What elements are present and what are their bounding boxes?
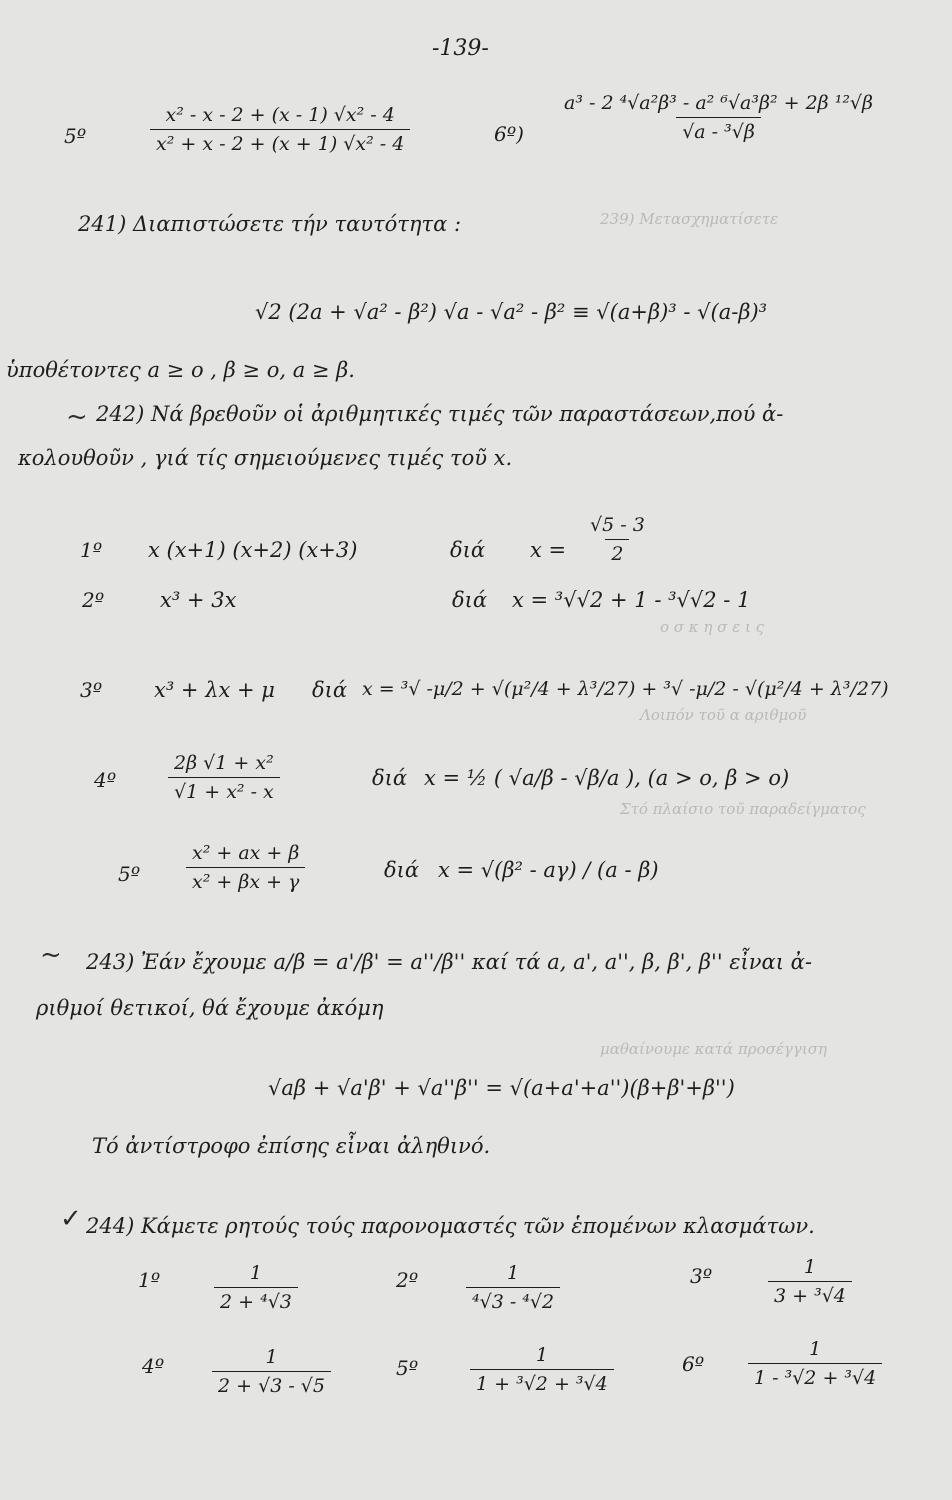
denominator: ⁴√3 - ⁴√2	[466, 1287, 560, 1313]
denominator: x² + x - 2 + (x + 1) √x² - 4	[150, 129, 410, 155]
item-label: 1º	[138, 1268, 161, 1292]
numerator: 1	[265, 1346, 278, 1368]
numerator: 1	[803, 1256, 816, 1278]
dia-word: διά	[452, 588, 488, 612]
denominator: √a - ³√β	[676, 117, 761, 143]
problem-242-line2: κολουθοῦν , γιά τίς σημειούμενες τιμές τοῦ x.	[18, 446, 513, 470]
numerator: x² - x - 2 + (x - 1) √x² - 4	[165, 104, 395, 126]
bleed-through-text: Στό πλαίσιο τοῦ παραδείγματος	[620, 800, 866, 818]
numerator: 1	[249, 1262, 262, 1284]
x-value: x = ³√√2 + 1 - ³√√2 - 1	[512, 588, 751, 612]
fraction	[186, 842, 305, 893]
numerator: 1	[809, 1338, 822, 1360]
item-label: 5º	[396, 1356, 419, 1380]
x-value: x = ½ ( √a/β - √β/a ), (a > o, β > o)	[424, 766, 790, 790]
item-label: 4º	[142, 1354, 165, 1378]
item-label: 5º	[118, 862, 141, 886]
item-label: 3º	[80, 678, 103, 702]
numerator: 2β √1 + x²	[174, 752, 274, 774]
dia-word: διά	[384, 858, 420, 882]
bleed-through-text: μαθαίνουμε κατά προσέγγιση	[600, 1040, 827, 1058]
denominator: 2	[605, 539, 629, 565]
fraction	[168, 752, 280, 803]
condition-line: ὑποθέτοντες a ≥ o , β ≥ o, a ≥ β.	[6, 358, 355, 382]
problem-243-line2: ριθμοί θετικοί, θά ἔχουμε ἀκόμη	[36, 996, 384, 1020]
converse-statement: Τό ἀντίστροφο ἐπίσης εἶναι ἀληθινό.	[92, 1134, 491, 1158]
numerator: 1	[535, 1344, 548, 1366]
denominator: 3 + ³√4	[768, 1281, 852, 1307]
numerator: a³ - 2 ⁴√a²β³ - a² ⁶√a³β² + 2β ¹²√β	[564, 92, 874, 114]
bleed-through-text: Λοιπόν τοῦ α αριθμοῦ	[640, 706, 807, 724]
check-mark-icon: ✓	[60, 1204, 82, 1234]
item-label: 2º	[396, 1268, 419, 1292]
denominator: 2 + √3 - √5	[212, 1371, 331, 1397]
x-prefix: x =	[530, 538, 567, 562]
fraction	[470, 1344, 614, 1395]
exercise-label: 6º)	[494, 122, 524, 146]
problem-244-heading: 244) Κάμετε ρητούς τούς παρονομαστές τῶν ἑπομένων κλασμάτων.	[86, 1214, 815, 1238]
fraction	[558, 92, 879, 143]
numerator: x² + ax + β	[192, 842, 300, 864]
fraction	[768, 1256, 852, 1307]
item-expression: x (x+1) (x+2) (x+3)	[148, 538, 358, 562]
item-label: 4º	[94, 768, 117, 792]
item-label: 3º	[690, 1264, 713, 1288]
denominator: √1 + x² - x	[168, 777, 280, 803]
denominator: 1 + ³√2 + ³√4	[470, 1369, 614, 1395]
problem-242-line1: 242) Νά βρεθοῦν οἱ ἀριθμητικές τιμές τῶν παραστάσεων,πού ἀ-	[96, 402, 784, 426]
item-label: 2º	[82, 588, 105, 612]
x-value: x = ³√ -μ/2 + √(μ²/4 + λ³/27) + ³√ -μ/2 - √(μ²/4 + λ³/27)	[362, 678, 889, 700]
problem-241-heading: 241) Διαπιστώσετε τήν ταυτότητα :	[78, 212, 462, 236]
fraction	[748, 1338, 882, 1389]
identity-equation: √2 (2a + √a² - β²) √a - √a² - β² ≡ √(a+β)³ - √(a-β)³	[255, 300, 768, 324]
numerator: 1	[507, 1262, 520, 1284]
dia-word: διά	[312, 678, 348, 702]
fraction	[466, 1262, 560, 1313]
dia-word: διά	[372, 766, 408, 790]
bleed-through-text: 239) Μετασχηματίσετε	[600, 210, 779, 228]
equation-243: √aβ + √a'β' + √a''β'' = √(a+a'+a'')(β+β'+β'')	[268, 1076, 735, 1100]
denominator: 1 - ³√2 + ³√4	[748, 1363, 882, 1389]
bleed-through-text: ο σ κ η σ ε ι ς	[660, 618, 765, 636]
fraction	[212, 1346, 331, 1397]
denominator: 2 + ⁴√3	[214, 1287, 298, 1313]
item-expression: x³ + λx + μ	[154, 678, 275, 702]
x-value-fraction	[584, 514, 651, 565]
problem-243-line1: 243) Ἐάν ἔχουμε a/β = a'/β' = a''/β'' καί τά a, a', a'', β, β', β'' εἶναι ἀ-	[86, 950, 812, 974]
fraction	[214, 1262, 298, 1313]
x-value: x = √(β² - aγ) / (a - β)	[438, 858, 659, 882]
page-number: -139-	[432, 36, 489, 61]
fraction	[150, 104, 410, 155]
check-mark-icon: ~	[40, 940, 62, 970]
check-mark-icon: ~	[66, 402, 88, 432]
dia-word: διά	[450, 538, 486, 562]
exercise-label: 5º	[64, 124, 87, 148]
numerator: √5 - 3	[590, 514, 645, 536]
item-label: 1º	[80, 538, 103, 562]
item-expression: x³ + 3x	[160, 588, 237, 612]
denominator: x² + βx + γ	[186, 867, 305, 893]
item-label: 6º	[682, 1352, 705, 1376]
